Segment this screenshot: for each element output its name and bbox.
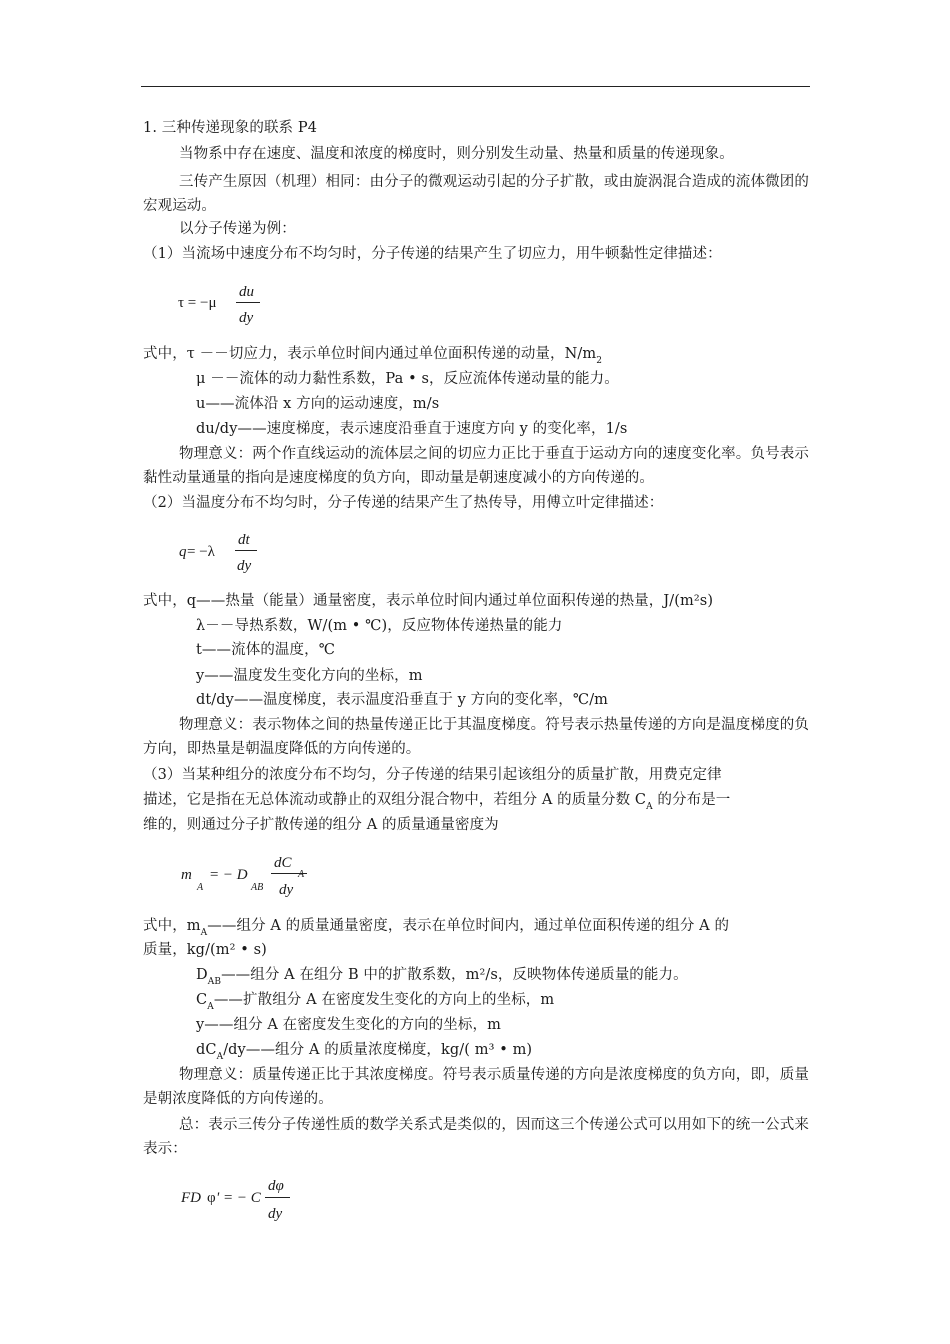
section1-title: （1）当流场中速度分布不均匀时，分子传递的结果产生了切应力，用牛顿黏性定律描述： (143, 246, 722, 262)
section2-definition-2: t——流体的温度，℃ (196, 642, 336, 658)
section3-definition-3: y——组分 A 在密度发生变化的方向的坐标，m (196, 1017, 501, 1033)
intro-paragraph-2: 三传产生原因（机理）相同：由分子的微观运动引起的分子扩散，或由旋涡混合造成的流体微团的宏观运动。 (143, 174, 809, 214)
unified-formula-phi: φ (207, 1190, 216, 1206)
intro-paragraph-1: 当物系中存在速度、温度和浓度的梯度时，则分别发生动量、热量和质量的传递现象。 (179, 146, 734, 162)
fourier-formula-denominator: dy (237, 558, 252, 574)
section1-definition-2: u——流体沿 x 方向的运动速度，m/s (196, 396, 440, 412)
section3-meaning: 物理意义：质量传递正比于其浓度梯度。符号表示质量传递的方向是浓度梯度的负方向，即，质量是朝浓度降低的方向传递的。 (143, 1067, 809, 1107)
section3-definition-lead-cont: 质量，kg/(m² • s) (143, 942, 267, 958)
section3-title-line1: （3）当某种组分的浓度分布不均匀，分子传递的结果引起该组分的质量扩散，用费克定律 (143, 767, 722, 783)
section3-title-line2: 描述，它是指在无总体流动或静止的双组分混合物中，若组分 A 的质量分数 $C_A$ 的分布是一 (143, 792, 731, 812)
section1-definition-1: μ －－流体的动力黏性系数，Pa • s，反应流体传递动量的能力。 (196, 371, 619, 387)
summary-text: 总：表示三传分子传递性质的数学关系式是类似的，因而这三个传递公式可以用如下的统一公式来表示： (143, 1117, 809, 1157)
fick-formula-m: m (181, 867, 192, 883)
section3-definition-1: $D_{AB}——$组分 A 在组分 B 中的扩散系数，m²/s，反映物体传递质量的能力。 (196, 967, 688, 987)
fick-formula-denominator: dy (279, 882, 294, 898)
fourier-formula-lhs: = −λ (187, 544, 215, 560)
intro-paragraph-3: 以分子传递为例： (179, 221, 296, 237)
section3-definition-lead: 式中，$m_A——$组分 A 的质量通量密度，表示在单位时间内，通过单位面积传递的组分 A 的 (143, 918, 730, 938)
section2-definition-3: y——温度发生变化方向的坐标，m (196, 668, 423, 684)
unified-formula-denominator: dy (268, 1206, 283, 1222)
section1-meaning: 物理意义：两个作直线运动的流体层之间的切应力正比于垂直于运动方向的速度变化率。负号表示黏性动量通量的指向是速度梯度的负方向，即动量是朝速度减小的方向传递的。 (143, 446, 809, 486)
fick-formula-m-subscript: A (197, 882, 204, 893)
newton-formula-denominator: dy (239, 310, 254, 326)
fourier-formula-numerator: dt (238, 532, 250, 548)
header-rule (141, 86, 810, 87)
section2-meaning: 物理意义：表示物体之间的热量传递正比于其温度梯度。符号表示热量传递的方向是温度梯度的负方向，即热量是朝温度降低的方向传递的。 (143, 717, 809, 757)
fourier-formula-lhs-var: q (179, 544, 187, 560)
section2-definition-1: λ－－导热系数，W/(m • ℃)，反应物体传递热量的能力 (196, 618, 563, 634)
section2-definition-lead: 式中，q——热量（能量）通量密度，表示单位时间内通过单位面积传递的热量，J/(m²s) (143, 593, 714, 609)
fraction-bar (265, 1197, 290, 1198)
newton-formula-lhs: τ = −μ (178, 295, 217, 311)
heading: 1. 三种传递现象的联系 P4 (143, 120, 318, 136)
newton-formula-numerator: du (239, 284, 254, 300)
unified-formula-fd: FD (181, 1190, 201, 1206)
section1-definition-lead: 式中，τ －－切应力，表示单位时间内通过单位面积传递的动量，$N/m_2$ (143, 346, 603, 366)
fraction-bar (236, 302, 260, 303)
section2-definition-4: dt/dy——温度梯度，表示温度沿垂直于 y 方向的变化率，℃/m (196, 692, 609, 708)
fick-formula-numerator-subscript: A (298, 869, 305, 880)
unified-formula-numerator: dφ (268, 1178, 284, 1194)
section1-definition-3: du/dy——速度梯度，表示速度沿垂直于速度方向 y 的变化率，1/s (196, 421, 628, 437)
unified-formula-rest: ' = − C (216, 1190, 261, 1206)
section3-title-line3: 维的，则通过分子扩散传递的组分 A 的质量通量密度为 (143, 817, 499, 833)
fick-formula-numerator: dC (274, 855, 292, 871)
fick-formula-d-subscript: AB (251, 882, 264, 893)
section3-definition-2: $C_A——$扩散组分 A 在密度发生变化的方向上的坐标，m (196, 992, 555, 1012)
fick-formula-equals-d: = − D (209, 867, 248, 883)
section3-definition-4: $dC_A/dy——$组分 A 的质量浓度梯度，kg/( m³ • m) (196, 1042, 533, 1062)
section2-title: （2）当温度分布不均匀时，分子传递的结果产生了热传导，用傅立叶定律描述： (143, 495, 664, 511)
fraction-bar (235, 550, 257, 551)
fraction-bar (271, 873, 307, 874)
